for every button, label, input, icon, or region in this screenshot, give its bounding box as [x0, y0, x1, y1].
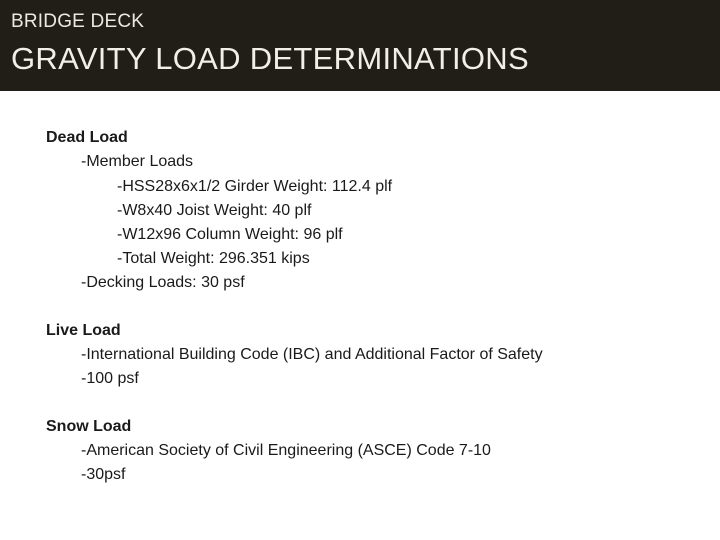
live-load-code: -International Building Code (IBC) and Additional Factor of Safety	[81, 346, 543, 363]
decking-loads: -Decking Loads: 30 psf	[81, 274, 245, 291]
column-weight: -W12x96 Column Weight: 96 plf	[117, 226, 343, 243]
live-load-value: -100 psf	[81, 370, 139, 387]
girder-weight: -HSS28x6x1/2 Girder Weight: 112.4 plf	[117, 178, 393, 195]
joist-weight: -W8x40 Joist Weight: 40 plf	[117, 202, 312, 219]
slide-title: GRAVITY LOAD DETERMINATIONS	[11, 41, 529, 76]
member-loads-label: -Member Loads	[81, 153, 194, 170]
snow-load-code: -American Society of Civil Engineering (ASCE) Code 7-10	[81, 442, 491, 459]
live-load-heading: Live Load	[46, 322, 121, 339]
slide-subtitle: BRIDGE DECK	[11, 11, 145, 32]
total-weight: -Total Weight: 296.351 kips	[117, 250, 310, 267]
snow-load-heading: Snow Load	[46, 418, 132, 435]
snow-load-value: -30psf	[81, 466, 126, 483]
dead-load-heading: Dead Load	[46, 129, 128, 146]
